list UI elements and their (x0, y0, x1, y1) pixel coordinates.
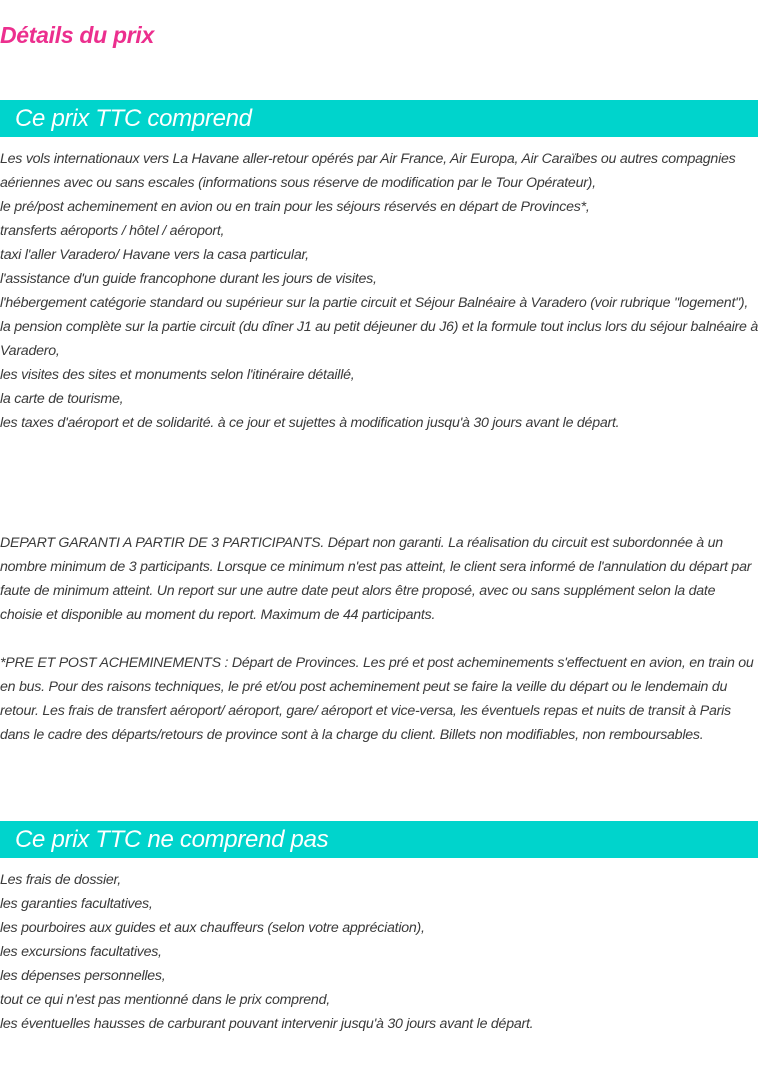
list-item: l'hébergement catégorie standard ou supérieur sur la partie circuit et Séjour Balnéaire à Varadero (voir rubrique "logement"), (0, 295, 749, 311)
list-item: les visites des sites et monuments selon l'itinéraire détaillé, (0, 367, 355, 383)
pre-post-text: *PRE ET POST ACHEMINEMENTS : Départ de Provinces. Les pré et post acheminements s'effectuent en avion, en train ou en bus. Pour des raisons techniques, le pré et/ou post acheminement peut se faire la veille du départ ou le lendemain du retour. Les frais de transfert aéroport/ aéroport, gare/ aéroport et vice-versa, les éventuels repas et nuits de transit à Paris dans le cadre des départs/retours de province sont à la charge du client. Billets non modifiables, non remboursables. (0, 655, 754, 743)
list-item: les garanties facultatives, (0, 896, 153, 912)
list-item: les taxes d'aéroport et de solidarité. à ce jour et sujettes à modification jusqu'à 30 jours avant le départ. (0, 415, 620, 431)
list-item: le pré/post acheminement en avion ou en train pour les séjours réservés en départ de Provinces*, (0, 199, 590, 215)
list-item: tout ce qui n'est pas mentionné dans le prix comprend, (0, 992, 330, 1008)
list-item: taxi l'aller Varadero/ Havane vers la casa particular, (0, 247, 309, 263)
included-section-header: Ce prix TTC comprend (0, 100, 758, 137)
list-item: les éventuelles hausses de carburant pouvant intervenir jusqu'à 30 jours avant le départ. (0, 1016, 534, 1032)
page-title: Détails du prix (0, 22, 154, 48)
list-item: les pourboires aux guides et aux chauffeurs (selon votre appréciation), (0, 920, 425, 936)
list-item: Les frais de dossier, (0, 872, 121, 888)
departure-guarantee-text: DEPART GARANTI A PARTIR DE 3 PARTICIPANTS. Départ non garanti. La réalisation du circuit est subordonnée à un nombre minimum de 3 participants. Lorsque ce minimum n'est pas atteint, le client sera informé de l'annulation du départ par faute de minimum atteint. Un report sur une autre date peut alors être proposé, avec ou sans supplément selon la date choisie et disponible au moment du report. Maximum de 44 participants. (0, 535, 752, 623)
list-item: Les vols internationaux vers La Havane aller-retour opérés par Air France, Air Europa, Air Caraïbes ou autres compagnies aériennes avec ou sans escales (informations sous réserve de modification par le Tour Opérateur), (0, 151, 736, 191)
list-item: les dépenses personnelles, (0, 968, 166, 984)
departure-guarantee-note (0, 531, 758, 627)
list-item: l'assistance d'un guide francophone durant les jours de visites, (0, 271, 377, 287)
list-item: les excursions facultatives, (0, 944, 162, 960)
list-item: la carte de tourisme, (0, 391, 124, 407)
list-item: transferts aéroports / hôtel / aéroport, (0, 223, 225, 239)
list-item: la pension complète sur la partie circuit (du dîner J1 au petit déjeuner du J6) et la formule tout inclus lors du séjour balnéaire à Varadero, (0, 319, 758, 359)
included-list (0, 147, 758, 435)
excluded-list (0, 868, 758, 1036)
excluded-section-header: Ce prix TTC ne comprend pas (0, 821, 758, 858)
pre-post-note (0, 651, 758, 747)
